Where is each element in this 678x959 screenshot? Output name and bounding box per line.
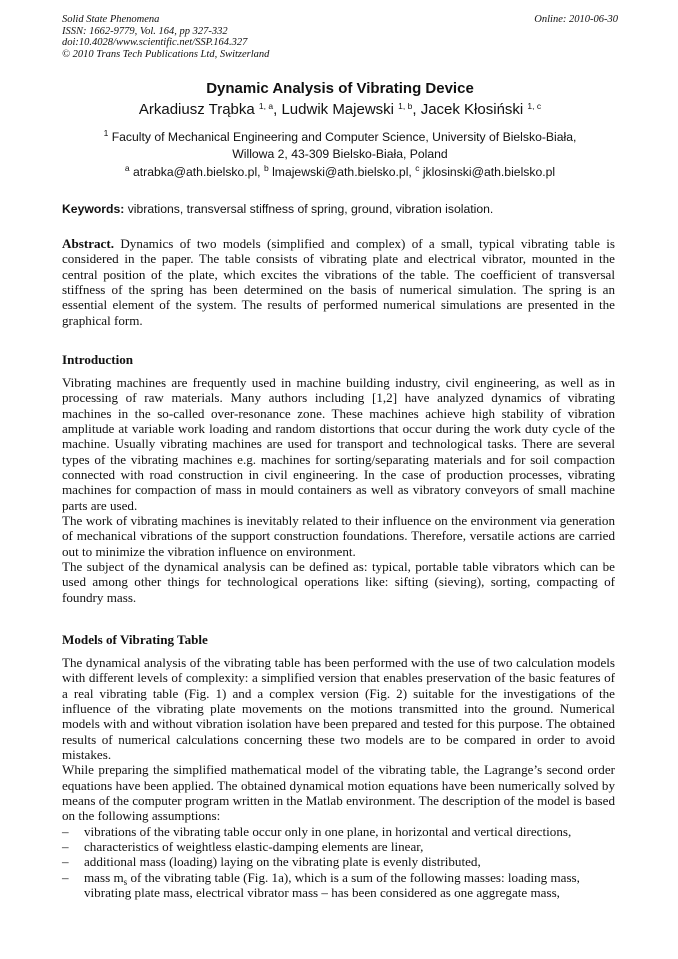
issn: ISSN: 1662-9779, Vol. 164, pp 327-332 [62, 25, 228, 37]
affiliation-superscript: 1 [103, 128, 109, 138]
author-superscript: 1, b [398, 101, 413, 111]
email-link[interactable]: jklosinski@ath.bielsko.pl [422, 165, 556, 179]
abstract-text: Dynamics of two models (simplified and complex) of a small, typical vibrating table is considered in the paper. The table consists of vibrating plate and electrical vibrator, mounted in the central position of the plate, which excites the vibrations of the table. The coefficient of transversal stiffness of the spring has been determined on the basis of numerical simulation. The spring is an essential element of the system. The results of performed numerical simulations are presented in the graphical form. [62, 236, 615, 328]
author-superscript: 1, c [527, 101, 542, 111]
author-list: Arkadiusz Trąbka $^{1, a}$, Ludwik Majewski $^{1, b}$, Jacek Kłosiński $^{1, c}$ [138, 101, 542, 118]
doi: doi:10.4028/www.scientific.net/SSP.164.327 [62, 37, 248, 48]
journal-header [62, 14, 618, 60]
section-heading-models: Models of Vibrating Table [62, 632, 208, 647]
author-name: Arkadiusz Trąbka [138, 101, 255, 118]
introduction-body [62, 375, 615, 605]
list-item: – additional mass (loading) laying on the vibrating plate is evenly distributed, [62, 854, 481, 870]
email-link[interactable]: lmajewski@ath.bielsko.pl [272, 165, 409, 179]
author-name: Ludwik Majewski [281, 101, 394, 118]
paragraph: The subject of the dynamical analysis can be defined as: typical, portable table vibrators which can be used among other things for technological operations like: sifting (sieving), sorting, compacting of foundry mass. [62, 559, 615, 605]
assumption-list [62, 824, 615, 901]
author-name: Jacek Kłosiński [420, 101, 524, 118]
keywords [62, 202, 618, 216]
list-item: – characteristics of weightless elastic-damping elements are linear, [62, 839, 424, 855]
author-superscript: 1, a [258, 101, 274, 111]
keywords-label: Keywords: [62, 202, 125, 216]
affiliation-line: Faculty of Mechanical Engineering and Computer Science, University of Bielsko-Biała, [111, 130, 577, 144]
affiliation [62, 129, 618, 163]
paragraph: Vibrating machines are frequently used in machine building industry, civil engineering, as well as in processing of raw materials. Many authors including [1,2] have analyzed dynamics of vibrating machines in the so-called over-resonance zone. These machines achieve high stability of vibration amplitude at variable work loading and random distortions that occur during the work duty cycle of the machine. Usually vibrating machines are used for transport and technological tasks. There are several types of the vibrating machines e.g. machines for sorting/separating materials and for soil compaction connected with road construction in civil engineering. In the case of production processes, vibrating machines for compaction of mass in mould containers as well as vibratory conveyors of small machine parts are used. [62, 375, 615, 513]
copyright: © 2010 Trans Tech Publications Ltd, Switzerland [62, 48, 270, 60]
list-item: – vibrations of the vibrating table occur only in one plane, in horizontal and vertical directions, [62, 823, 572, 839]
email-link[interactable]: atrabka@ath.bielsko.pl [133, 165, 258, 179]
online-date: Online: 2010-06-30 [534, 14, 618, 25]
journal-name: Solid State Phenomena [62, 14, 160, 25]
paper-title: Dynamic Analysis of Vibrating Device [206, 80, 474, 97]
section-heading-introduction: Introduction [62, 352, 134, 367]
models-body [62, 655, 615, 901]
abstract [62, 236, 615, 328]
paragraph: The work of vibrating machines is inevitably related to their influence on the environment via generation of mechanical vibrations of the support construction foundations. Therefore, versatile actions are carried out to minimize the vibration influence on environment. [62, 513, 615, 559]
keywords-text: vibrations, transversal stiffness of spring, ground, vibration isolation. [127, 202, 494, 216]
list-item: – mass $m_s$ of the vibrating table (Fig. 1a), which is a sum of the following masses: loading mass, vibrating plate mass, electrical vibrator mass – has been considered as one aggregate mass, [62, 869, 580, 901]
email-list: $^a$ atrabka@ath.bielsko.pl, $^b$ lmajewski@ath.bielsko.pl, $^c$ jklosinski@ath.bielsko.pl [124, 163, 556, 179]
paragraph: The dynamical analysis of the vibrating table has been performed with the use of two calculation models with different levels of complexity: a simplified version that enables preservation of the basic features of a real vibrating table (Fig. 1) and a complex version (Fig. 2) suitable for the investigations of the influence of the vibrating plate movements on the motions transmitted into the ground. Numerical models with and without vibration isolation have been prepared and tested for this purpose. The obtained results of numerical calculations concerning these two models are to be compared in order to avoid mistakes. [62, 655, 615, 763]
abstract-label: Abstract. [62, 236, 114, 251]
paragraph: While preparing the simplified mathematical model of the vibrating table, the Lagrange’s second order equations have been applied. The obtained dynamical motion equations have been numerically solved by means of the computer program written in the Matlab environment. The description of the model is based on the following assumptions: [62, 762, 615, 824]
affiliation-address: Willowa 2, 43-309 Bielsko-Biała, Poland [232, 147, 448, 161]
